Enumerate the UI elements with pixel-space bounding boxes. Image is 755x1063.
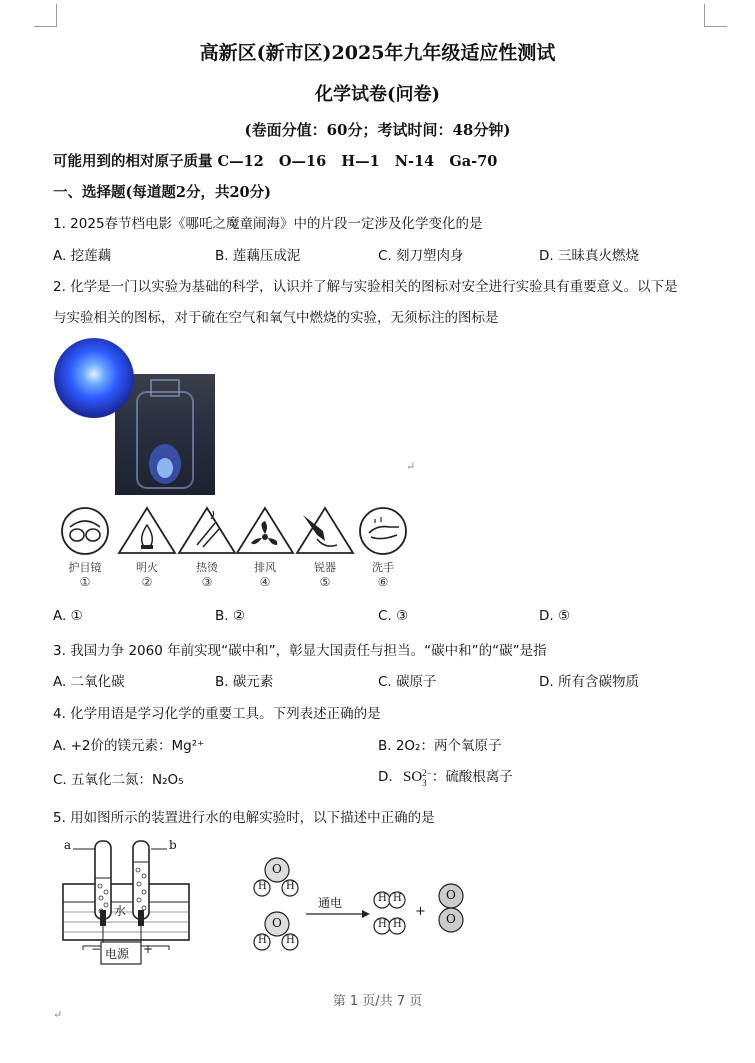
hazard-num-flame: ② bbox=[141, 575, 153, 589]
power-plus-sign: + bbox=[143, 942, 154, 956]
hazard-num-ventilation: ④ bbox=[259, 575, 271, 589]
paragraph-mark: ↵ bbox=[406, 460, 416, 473]
sulfite-charge: 2− bbox=[422, 767, 432, 778]
atom-h-3: H bbox=[258, 935, 267, 946]
hazard-num-goggles: ① bbox=[79, 575, 91, 589]
q3-option-a: A. 二氧化碳 bbox=[53, 674, 125, 690]
sulfite-subscript: 3 bbox=[422, 777, 427, 788]
atom-h-4: H bbox=[286, 935, 295, 946]
corner-mark-top-left bbox=[34, 4, 57, 27]
hazard-icon-sharp bbox=[295, 559, 355, 589]
q3-option-b: B. 碳元素 bbox=[215, 674, 274, 690]
hazard-num-wash-hands: ⑥ bbox=[377, 575, 389, 589]
q4-stem: 4. 化学用语是学习化学的重要工具。下列表述正确的是 bbox=[53, 706, 381, 722]
hazard-icon-flame bbox=[117, 559, 177, 589]
end-paragraph-mark: ↵ bbox=[53, 1008, 63, 1021]
hazard-label-goggles: 护目镜 bbox=[68, 561, 102, 574]
hazard-icon-goggles bbox=[55, 559, 115, 589]
atom-o-1: O bbox=[272, 862, 282, 876]
hazard-num-hot: ③ bbox=[201, 575, 213, 589]
q4-option-a: A. +2价的镁元素：Mg²⁺ bbox=[53, 738, 205, 754]
water-label: 水 bbox=[114, 904, 127, 918]
product-plus-sign: + bbox=[415, 904, 426, 919]
q1-option-c: C. 刻刀塑肉身 bbox=[378, 248, 464, 264]
exam-meta: (卷面分值：60分；考试时间：48分钟) bbox=[244, 121, 511, 139]
hazard-icons-graphic bbox=[55, 505, 415, 557]
atom-o-3: O bbox=[446, 888, 456, 902]
hazard-label-sharp: 锐器 bbox=[314, 561, 336, 574]
atom-h-1: H bbox=[258, 881, 267, 892]
q2-stem-line2: 与实验相关的图标，对于硫在空气和氧气中燃烧的实验，无须标注的图标是 bbox=[53, 310, 499, 326]
q2-option-a: A. ① bbox=[53, 608, 83, 624]
hazard-label-wash-hands: 洗手 bbox=[372, 561, 394, 574]
power-source-label: 电源 bbox=[105, 947, 130, 961]
q2-option-b: B. ② bbox=[215, 608, 245, 624]
atom-o-2: O bbox=[272, 916, 282, 930]
q3-stem: 3. 我国力争 2060 年前实现“碳中和”，彰显大国责任与担当。“碳中和”的“碳”是指 bbox=[53, 643, 547, 659]
hazard-label-flame: 明火 bbox=[136, 561, 158, 574]
corner-mark-top-right bbox=[704, 4, 727, 27]
hazard-icon-ventilation bbox=[235, 559, 295, 589]
tube-label-b: b bbox=[169, 838, 177, 852]
atomic-masses: 可能用到的相对原子质量 C—12 O—16 H—1 N-14 Ga-70 bbox=[53, 153, 498, 170]
q1-option-d: D. 三昧真火燃烧 bbox=[539, 248, 639, 264]
power-minus-sign: − bbox=[91, 942, 102, 956]
hazard-label-hot: 热烫 bbox=[196, 561, 218, 574]
hazard-icons-row bbox=[55, 505, 415, 595]
atom-h-2: H bbox=[286, 881, 295, 892]
q1-option-a: A. 挖莲藕 bbox=[53, 248, 112, 264]
q4-option-c: C. 五氧化二氮：N₂O₅ bbox=[53, 772, 184, 788]
q1-stem: 1. 2025春节档电影《哪吒之魔童闹海》中的片段一定涉及化学变化的是 bbox=[53, 216, 483, 232]
atom-o-4: O bbox=[446, 912, 456, 926]
hazard-icon-wash-hands bbox=[353, 559, 413, 589]
exam-title: 高新区(新市区)2025年九年级适应性测试 bbox=[199, 42, 556, 64]
sulfur-flame-closeup-photo bbox=[54, 338, 134, 418]
page-footer: 第 1 页/共 7 页 bbox=[332, 994, 423, 1009]
q4-option-d bbox=[378, 765, 513, 788]
q3-option-c: C. 碳原子 bbox=[378, 674, 437, 690]
hazard-label-ventilation: 排风 bbox=[254, 561, 276, 574]
atom-h-6: H bbox=[393, 893, 402, 904]
electrolysis-apparatus bbox=[55, 838, 200, 966]
q4-option-d-formula bbox=[402, 767, 432, 788]
atom-h-8: H bbox=[393, 919, 402, 930]
q4-option-d-text: ：硫酸根离子 bbox=[431, 769, 513, 785]
reaction-condition-label: 通电 bbox=[318, 896, 343, 910]
q2-option-c: C. ③ bbox=[378, 608, 409, 624]
q5-stem: 5. 用如图所示的装置进行水的电解实验时，以下描述中正确的是 bbox=[53, 810, 435, 826]
atom-h-7: H bbox=[378, 919, 387, 930]
q4-option-d-label: D. bbox=[378, 769, 393, 785]
sulfite-formula: SO bbox=[402, 769, 423, 785]
water-electrolysis-molecular-diagram bbox=[248, 854, 488, 959]
q1-option-b: B. 莲藕压成泥 bbox=[215, 248, 301, 264]
tube-label-a: a bbox=[63, 838, 71, 852]
q2-stem-line1: 2. 化学是一门以实验为基础的科学，认识并了解与实验相关的图标对安全进行实验具有重要意义。以下是 bbox=[53, 279, 678, 295]
exam-subtitle: 化学试卷(问卷) bbox=[314, 84, 441, 105]
hazard-num-sharp: ⑤ bbox=[319, 575, 331, 589]
q2-option-d: D. ⑤ bbox=[539, 608, 571, 624]
q3-option-d: D. 所有含碳物质 bbox=[539, 674, 639, 690]
atom-h-5: H bbox=[378, 893, 387, 904]
q4-option-b: B. 2O₂：两个氧原子 bbox=[378, 738, 502, 754]
hazard-icon-hot bbox=[177, 559, 237, 589]
section-heading: 一、选择题(每道题2分，共20分) bbox=[53, 184, 271, 201]
